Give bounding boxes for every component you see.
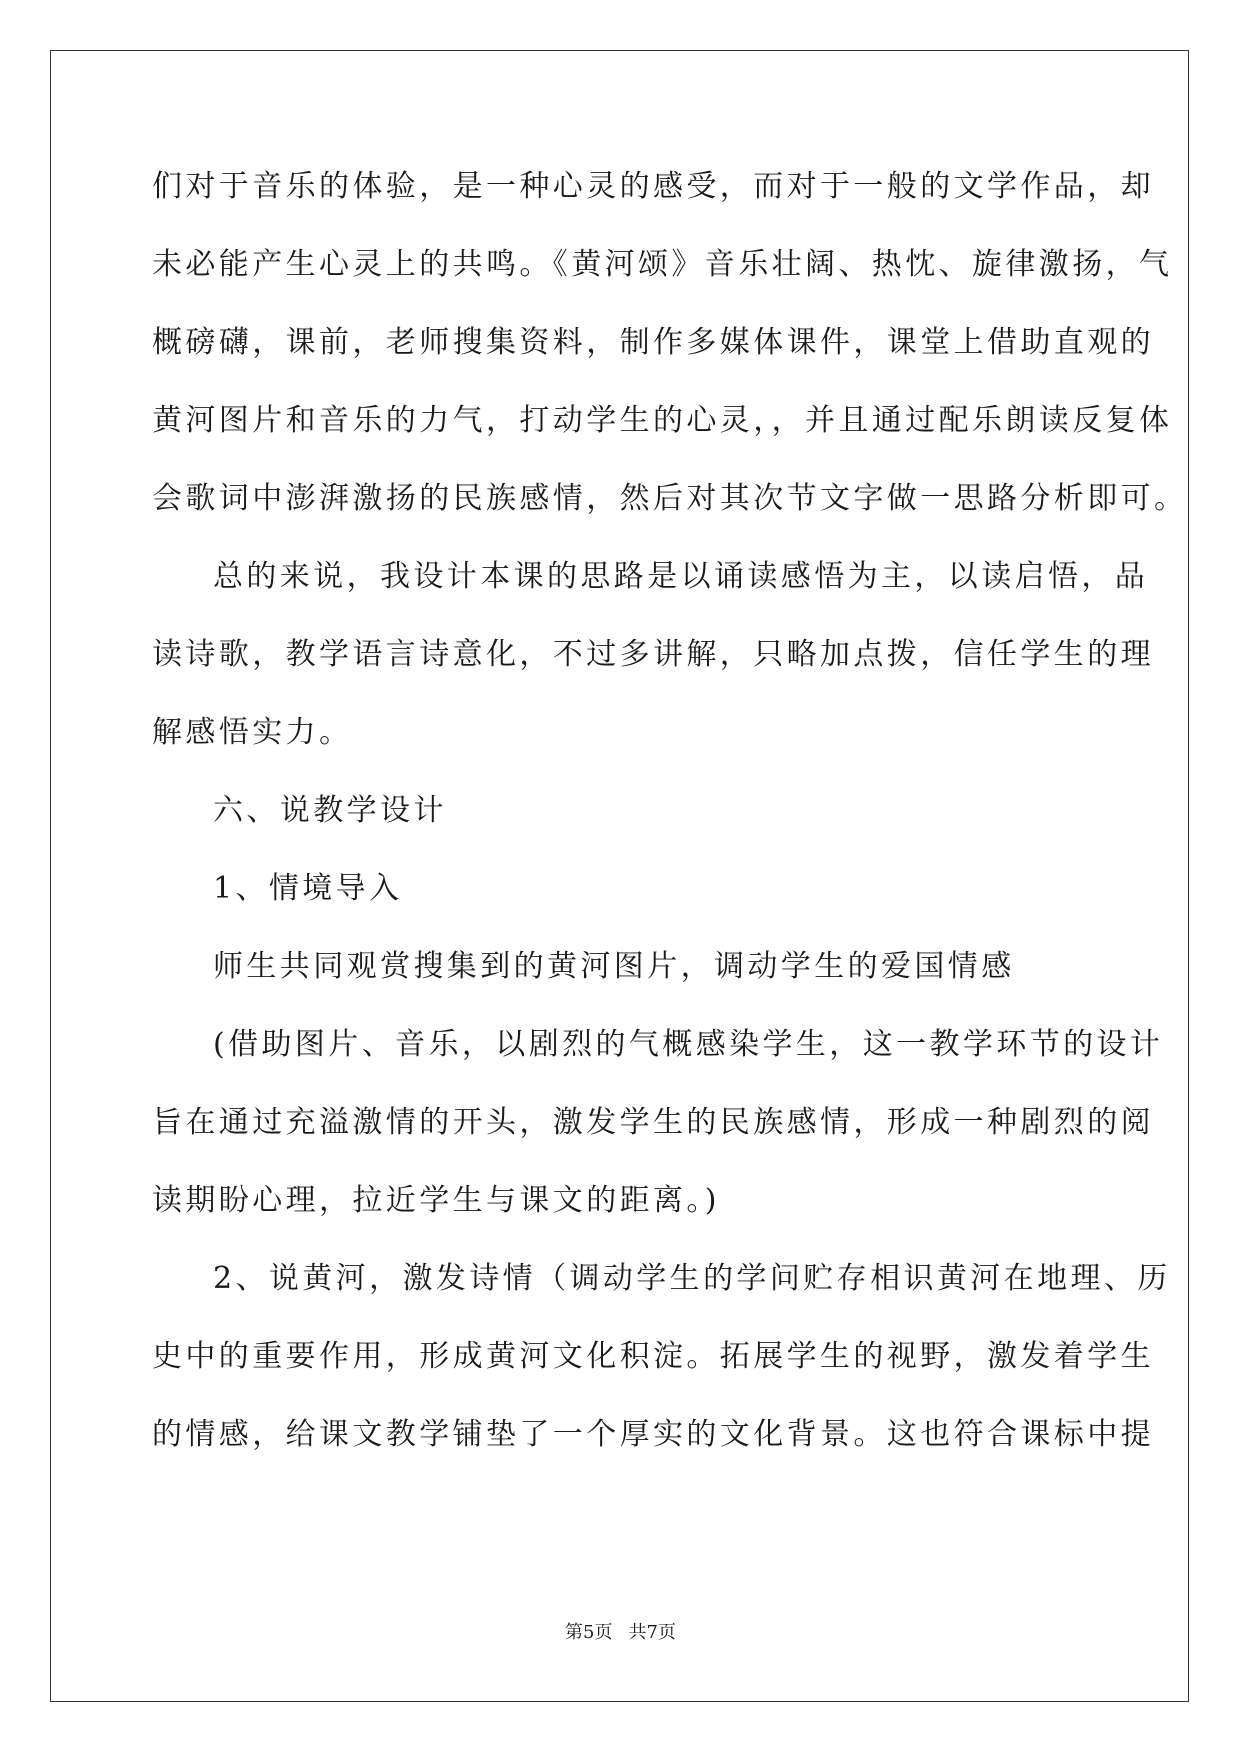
text-line: 旨在通过充溢激情的开头，激发学生的民族感情，形成一种剧烈的阅 [152,1105,1154,1140]
paragraph-start-line: (借助图片、音乐，以剧烈的气概感染学生，这一教学环节的设计 [213,1027,1164,1062]
total-pages: 共7页 [628,1622,676,1643]
paragraph-start-line: 总的来说，我设计本课的思路是以诵读感悟为主，以读启悟，品 [213,559,1149,594]
text-line: 读期盼心理，拉近学生与课文的距离。) [152,1183,720,1218]
text-line: 会歌词中澎湃激扬的民族感情，然后对其次节文字做一思路分析即可。 [152,481,1188,516]
page-footer [0,1620,1241,1646]
text-line: 读诗歌，教学语言诗意化，不过多讲解，只略加点拨，信任学生的理 [152,637,1154,672]
paragraph-start-line: 师生共同观赏搜集到的黄河图片，调动学生的爱国情感 [213,949,1015,984]
text-line: 史中的重要作用，形成黄河文化积淀。拓展学生的视野，激发着学生 [152,1339,1154,1374]
subsection-heading: 1、情境导入 [213,871,403,906]
text-line: 黄河图片和音乐的力气，打动学生的心灵，，并且通过配乐朗读反复体 [152,403,1173,438]
current-page-number: 第5页 [565,1622,613,1643]
text-line: 未必能产生心灵上的共鸣。《黄河颂》音乐壮阔、热忱、旋律激扬，气 [152,247,1173,282]
subsection-heading: 2、说黄河，激发诗情（调动学生的学问贮存相识黄河在地理、历 [213,1261,1171,1296]
text-line: 解感悟实力。 [152,715,353,750]
text-line: 概磅礴，课前，老师搜集资料，制作多媒体课件，课堂上借助直观的 [152,325,1154,360]
section-heading: 六、说教学设计 [213,793,447,828]
text-line: 们对于音乐的体验，是一种心灵的感受，而对于一般的文学作品，却 [152,169,1154,204]
text-line: 的情感，给课文教学铺垫了一个厚实的文化背景。这也符合课标中提 [152,1417,1154,1452]
